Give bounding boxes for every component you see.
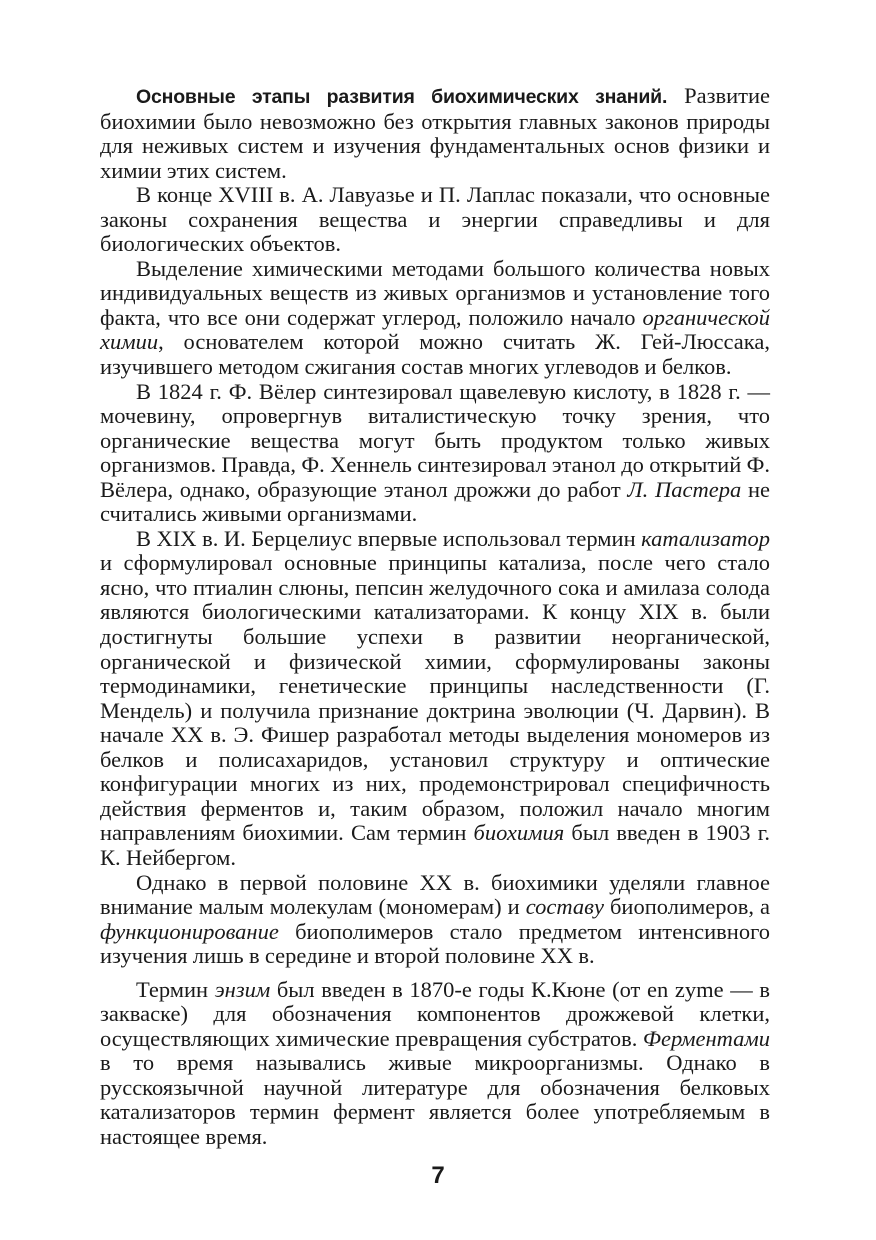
text-run: В конце XVIII в. А. Лавуазье и П. Лаплас показали, что основные законы сохранения вещества и энергии справедливы и для биологических объектов.: [100, 182, 770, 257]
text-run: был введен в 1903 г. К. Нейбергом.: [100, 820, 771, 870]
emphasis-term: энзим: [214, 976, 271, 1002]
section-heading: Основные этапы развития биохимических знаний.: [136, 86, 668, 108]
emphasis-term: катализатор: [641, 525, 770, 551]
emphasis-term: функционирование: [100, 918, 279, 944]
text-run: В XIX в. И. Берцелиус впервые использовал термин: [136, 525, 642, 551]
paragraph-berzelius: [100, 527, 770, 871]
paragraph-organic-chemistry: [100, 257, 770, 380]
emphasis-term: биохимия: [473, 820, 565, 846]
paragraph-enzyme-term: [100, 978, 770, 1150]
paragraph-stages: [100, 84, 770, 183]
paragraph-wohler: [100, 380, 770, 527]
paragraph-twentieth-century: [100, 871, 770, 969]
text-run: Однако в первой половине XX в. биохимики уделяли главное внимание малым молекулам (мономерам) и: [100, 869, 770, 920]
paragraph-lavoisier: [100, 183, 770, 257]
text-run: Развитие биохимии было невозможно без открытия главных законов природы для неживых систем и изучения фундаментальных основ физики и химии этих систем.: [100, 83, 770, 183]
page-number: 7: [431, 1162, 445, 1189]
text-run: , основателем которой можно считать Ж. Гей-Люссака, изучившего методом сжигания состав многих углеводов и белков.: [100, 329, 770, 380]
emphasis-term: Ферментами: [642, 1025, 770, 1051]
text-run: не считались живыми организмами.: [100, 476, 770, 527]
text-run: биополимеров, а: [603, 894, 770, 920]
text-run: В 1824 г. Ф. Вёлер синтезировал щавелевую кислоту, в 1828 г. — мочевину, опровергнув виталистическую точку зрения, что органические вещества могут быть продуктом только живых организмов. Правда, Ф. Хеннель синтезировал этанол до открытий Ф. Вёлера, однако, образующие этанол дрожжи до работ: [100, 378, 770, 502]
text-run: Выделение химическими методами большого количества новых индивидуальных веществ из живых организмов и установление того факта, что все они содержат углерод, положило начало: [100, 255, 770, 330]
emphasis-term: составу: [525, 894, 604, 920]
text-run: Термин: [136, 976, 215, 1002]
text-run: был введен в 1870-е годы К.Кюне (от en zyme — в закваске) для обозначения компонентов дрожжевой клетки, осуществляющих химические превращения субстратов.: [100, 976, 770, 1051]
text-run: биополимеров стало предметом интенсивного изучения лишь в середине и второй половине XX в.: [100, 918, 770, 969]
emphasis-term: органической химии: [100, 304, 770, 355]
text-run: и сформулировал основные принципы катализа, после чего стало ясно, что птиалин слюны, пепсин желудочного сока и амилаза солода являются биологическими катализаторами. К концу XIX в. были достигнуты большие успехи в развитии неорганической, органической и физической химии, сформулированы законы термодинамики, генетические принципы наследственности (Г. Мендель) и получила признание доктрина эволюции (Ч. Дарвин). В начале XX в. Э. Фишер разработал методы выделения мономеров из белков и полисахаридов, установил структуру и оптические конфигурации многих из них, продемонстрировал специфичность действия ферментов и, таким образом, положил начало многим направлениям биохимии. Сам термин: [100, 550, 770, 846]
text-run: в то время назывались живые микроорганизмы. Однако в русскоязычной научной литературе для обозначения белковых катализаторов термин фермент является более употребляемым в настоящее время.: [100, 1050, 770, 1149]
emphasis-term: Л. Пастера: [627, 476, 742, 502]
body-text: [100, 84, 770, 1150]
